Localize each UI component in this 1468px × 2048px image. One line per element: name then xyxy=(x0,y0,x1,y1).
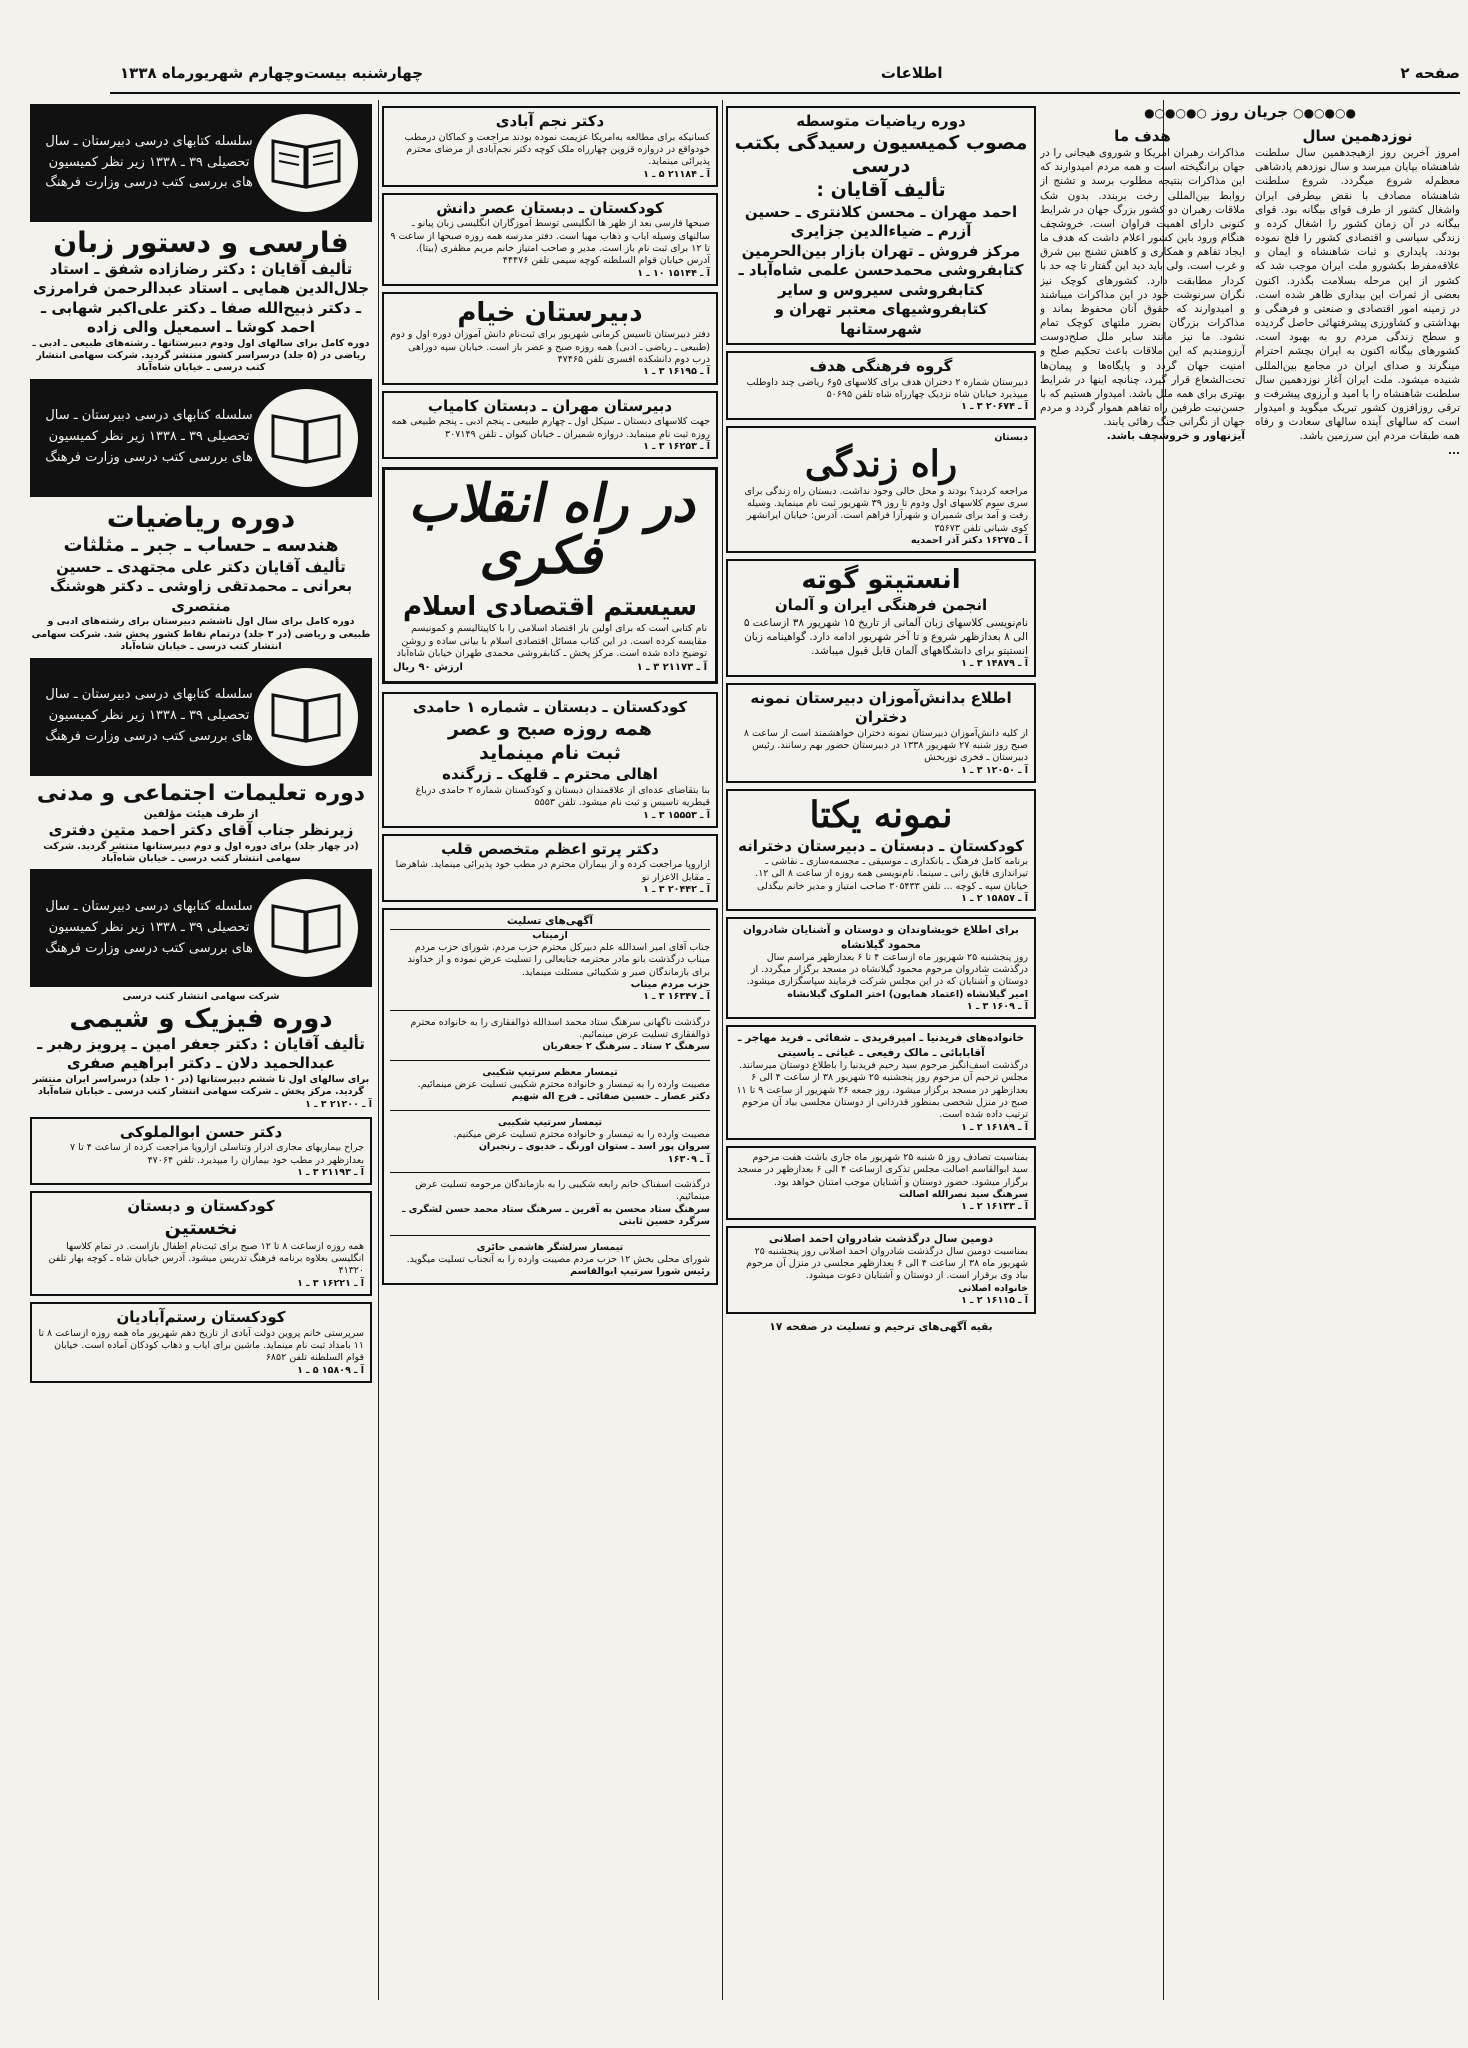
ad-rah-zendegi: دبستان راه زندگی مراجعه کردید؟ بودند و محل خالی وجود نداشت. دبستان راه زندگی برای سری سوم کلاسهای اول ودوم تا روز ۳۹ شهریور ثبت نام مینماید. وسیله رفت و آمد برای شمیران و شهرآرا فراهم است. آدرس: خیابان ایرانشهر کوی شبانی تلفن ۳۵۶۷۳ آ ـ ۱۶۲۷۵ دکتر آذر احمدیه xyxy=(726,426,1036,553)
issue-date: چهارشنبه بیست‌وچهارم شهریورماه ۱۳۳۸ xyxy=(120,64,424,82)
masthead xyxy=(120,60,1460,86)
textbook-banner: سلسله کتابهای درسی دبیرستان ـ سال تحصیلی ۳۹ ـ ۱۳۳۸ زیر نظر کمیسیون های بررسی کتب درسی وزارت فرهنگ xyxy=(30,869,372,987)
column-divider xyxy=(722,100,723,2000)
textbook-banner: سلسله کتابهای درسی دبیرستان ـ سال تحصیلی ۳۹ ـ ۱۳۳۸ زیر نظر کمیسیون های بررسی کتب درسی وزارت فرهنگ xyxy=(30,379,372,497)
ad-dr-abolmolouki: دکتر حسن ابوالملوکی جراح بیماریهای مجاری ادرار وتناسلی ازاروپا مراجعت کرده از ساعت ۴ تا ۷ بعدازظهر در مطب خود بیماران را میپذیرد. تلفن ۴۷۰۶۴ آ ـ ۲۱۱۹۳ ۳ ـ ۱ xyxy=(30,1117,372,1186)
book-logo-icon xyxy=(254,879,358,977)
book-ad-math: دوره ریاضیات هندسه ـ حساب ـ جبر ـ مثلثات تألیف آقایان دکتر علی مجتهدی ـ حسین بعرانی ـ محمدتقی زاوشی ـ دکتر هوشنگ منتصری دوره کامل برای سال اول تاششم دبیرستان برای رشته‌های ادبی و طبیعی و ریاضی (در ۳ جلد) درتمام نقاط کشور پخش شد. شرکت سهامی انتشار کتب درسی ـ خیابان شاه‌آباد xyxy=(31,500,371,653)
publisher-logo-label: شرکت سهامی انتشار کتب درسی xyxy=(122,991,280,1003)
book-logo-icon xyxy=(254,668,358,766)
ad-nemouneh-yekta: نمونه یکتا کودکستان ـ دبستان ـ دبیرستان دخترانه برنامه کامل فرهنگ ـ بانکداری ـ موسیقی ـ مجسمه‌سازی ـ نقاشی ـ تیراندازی قایق رانی ـ سینما. نام‌نویسی همه روزه از ساعت ۸ الی ۱۲. خیابان سپه ـ کوچه ... تلفن ۳۰۵۴۳۳ صاحب امتیاز و مدیر خانم بیگدلی آ ـ ۱۵۸۵۷ ۲ ـ ۱ xyxy=(726,789,1036,911)
editorial-article: هدف ما مذاکرات رهبران امریکا و شوروی هیجانی را در جهان برانگیخته است و همه مردم امیدوارند که این مذاکرات بنتیجه مطلوب برسد و تشنج از روابط بین‌المللی رخت بربندد. بدون شک ملاقات رهبران دو کشور بزرگ جهان در شرایط کنونی دارای اهمیت فراوان است. خروشچف هنگام ورود باین کشور اعلام داشت که هدف ما ایجاد تفاهم و همکاری و کاهش تشنج بین شرق و غرب است. ولی باید دید این گفتار تا چه حد با کردار مطابقت دارد. کشورهای کوچک نیز نگران سرنوشت خود در این مذاکرات میباشند و امیدوارند که حقوق آنان محفوظ بماند و مذاکرات بزرگان بضرر ملتهای کوچک تمام نشود. ما نیز مانند سایر ملل صلح‌دوست آرزومندیم که این ملاقات باعث تحکیم صلح و امنیت جهان گردد و پایگاه‌ها و پیمان‌ها تحت‌الشعاع قرار گیرد، چنانچه اینها در شرایط بهتری برای همه ملل باشد. امیدوار هستیم که با حسن‌نیت طرفین راه تفاهم هموار گردد و مردم جهان از نگرانی جنگ رهائی یابند. آیزنهاور و خروشچف باشد. xyxy=(1040,126,1245,443)
book-ad-physics: دوره فیزیک و شیمی تألیف آقایان : دکتر جعفر امین ـ پرویز رهبر ـ عبدالحمید دلان ـ دکتر ابراهیم صفری برای سالهای اول تا ششم دبیرستانها (در ۱۰ جلد) درسراسر ایران منتشر گردید. مرکز پخش ـ شرکت سهامی انتشار کتب درسی ـ خیابان شاه‌آباد آ ـ ۲۱۲۰۰ ۳ ـ ۱ xyxy=(32,1003,372,1110)
condolence-section: آگهی‌های تسلیت ازمیناب جناب آقای امیر اسدالله علم دبیرکل محترم حزب مردم. شورای حزب مردم میناب درگذشت بانو مادر محترمه جنابعالی را تسلیت عرض نموده و از خداوند برای بازماندگان صبر و شکیبائی مسئلت مینماید. حزب مردم میناب آ ـ ۱۶۳۴۷ ۳ ـ ۱ درگذشت ناگهانی سرهنگ ستاد محمد اسدالله ذوالفقاری را به خانواده محترم ذوالفقاری تسلیت عرض مینمائیم. سرهنگ ۲ ستاد ـ سرهنگ ۲ جعفریان تیمسار معظم سرتیپ شکیبی مصیبت وارده را به تیمسار و خانواده محترم شکیبی تسلیت عرض مینمائیم. دکتر عصار ـ حسین صفائی ـ فرج اله شهیم تیمسار سرتیپ شکیبی مصیبت وارده را به تیمسار و خانواده محترم تسلیت عرض میکنیم. سروان پور اسد ـ ستوان اورنگ ـ خدیوی ـ رنجبران آ ـ ۱۶۳۰۹ درگذشت اسفناک خانم رابعه شکیبی را به بازماندگان مرحومه تسلیت عرض مینمائیم. سرهنگ ستاد محسن به آفرین ـ سرهنگ ستاد محمد حسن لشگری ـ سرگرد حسین ثابتی تیمسار سرلشگر هاشمی حائری شورای محلی بخش ۱۲ حزب مردم مصیبت وارده را به آنجناب تسلیت میگوید. رئیس شورا سرتیپ ابوالقاسم xyxy=(382,908,718,1284)
book-ad-persian: فارسی و دستور زبان تألیف آقایان : دکتر رضازاده شفق ـ استاد جلال‌الدین همایی ـ استاد عبدالرحمن فرامرزی ـ دکتر ذبیح‌الله صفا ـ دکتر علی‌اکبر شهابی ـ احمد کوشا ـ اسمعیل والی زاده دوره کامل برای سالهای اول ودوم دبیرستانها ـ رشته‌های طبیعی ـ ادبی ـ ریاضی در (۵ جلد) درسراسر کشور منتشر گردید. شرکت سهامی انتشار کتب درسی ـ خیابان شاه‌آباد xyxy=(32,226,370,374)
obituary-esalat: بمناسبت تصادف روز ۵ شنبه ۲۵ شهریور ماه جاری باشت هفت مرحوم سید ابوالقاسم اصالت مجلس تذکری ازساعت ۴ الی ۶ بعدازظهر در مسجد برگزار میشود. حضور دوستان و آشنایان موجب امتنان خواهد بود. سرهنگ سید نصرالله اصالت آ ـ ۱۶۱۳۳ ۲ ـ ۱ xyxy=(726,1146,1036,1220)
page-number: صفحه ۲ xyxy=(1400,64,1460,82)
ad-dr-parto-azam: دکتر پرتو اعظم متخصص قلب ازاروپا مراجعت کرده و از بیماران محترم در مطب خود پذیرائی مینماید. شاهرضا ـ مقابل الاعزار نو آ ـ ۲۰۴۴۲ ۳ ـ ۱ xyxy=(382,834,718,903)
ad-girls-school-notice: اطلاع بدانش‌آموزان دبیرستان نمونه دختران از کلیه دانش‌آموزان دبیرستان نمونه دختران خواهشمند است از ساعت ۸ صبح روز شنبه ۲۷ شهریور ۱۳۳۸ در دبیرستان حضور بهم رسانند. رئیس دبیرستان ـ فخری نوربخش آ ـ ۱۲۰۵۰ ۳ ـ ۱ xyxy=(726,683,1036,783)
newspaper-name: اطلاعات xyxy=(880,64,943,82)
textbook-banner: سلسله کتابهای درسی دبیرستان ـ سال تحصیلی ۳۹ ـ ۱۳۳۸ زیر نظر کمیسیون های بررسی کتب درسی وزارت فرهنگ xyxy=(30,104,372,222)
ad-nakhostin-school: کودکستان و دبستان نخستین همه روزه ازساعت ۸ تا ۱۲ صبح برای ثبت‌نام اطفال بازاست. در تمام کلاسها انگلیسی بعلاوه برنامه فرهنگ تدریس میشود. آدرس خیابان شاه ـ کوچه بهار تلفن ۴۱۳۲۰ آ ـ ۱۶۲۲۱ ۳ ـ ۱ xyxy=(30,1191,372,1296)
ad-goethe-institute: انستیتو گوته انجمن فرهنگی ایران و آلمان نام‌نویسی کلاسهای زبان آلمانی از تاریخ ۱۵ شهریور ۳۸ ازساعت ۵ الی ۸ بعدازظهر شروع و تا آخر شهریور ادامه دارد. گواهینامه زبان انستیتو برای دانشگاههای آلمان قابل قبول میباشد. آ ـ ۱۴۸۷۹ ۳ ـ ۱ xyxy=(726,559,1036,677)
obituary-faridnia: خانواده‌های فریدنیا ـ امیرفریدی ـ شفائی ـ فرید مهاجر ـ آقابابائی ـ مالک رفیعی ـ غیاثی ـ یاسینی درگذشت اسف‌انگیز مرحوم سید رحیم فریدنیا را باطلاع دوستان میرسانند. مجلس ترحیم آن مرحوم روز پنجشنبه ۲۵ شهریور ۳۸ از ساعت ۴ الی ۶ بعدازظهر در مسجد برگزار میشود. روز جمعه ۲۶ شهریور از ساعت ۹ تا ۱۱ صبح در منزل شخصی بمنظور قدردانی از دوستان مجلسی بیاد آن مرحوم ترتیب داده شده است. آ ـ ۱۶۱۸۹ ۲ ـ ۱ xyxy=(726,1025,1036,1139)
ad-math-course: دوره ریاضیات متوسطه مصوب کمیسیون رسیدگی بکتب درسی تألیف آقایان : احمد مهران ـ محسن کلانتری ـ حسین آزرم ـ ضیاءالدین جزایری مرکز فروش ـ تهران بازار بین‌الحرمین کتابفروشی محمدحسن علمی شاه‌آباد ـ کتابفروشی سیروس و سایر کتابفروشیهای معتبر تهران و شهرستانها xyxy=(726,106,1036,345)
obituary-aslani: دومین سال درگذشت شادروان احمد اصلانی بمناسبت دومین سال درگذشت شادروان احمد اصلانی روز پنجشنبه ۲۵ شهریور ماه ۳۸ از ساعت ۴ الی ۶ بعدازظهر مجلسی در منزل آن مرحوم بیاد وی برقرار است. از دوستان و آشنایان دعوت میشود. خانواده اصلانی آ ـ ۱۶۱۱۵ ۲ ـ ۱ xyxy=(726,1226,1036,1314)
ad-mehran-school: دبیرستان مهران ـ دبستان کامیاب جهت کلاسهای دبستان ـ سیکل اول ـ چهارم طبیعی ـ پنجم ادبی ـ پنجم طبیعی همه روزه ثبت نام مینماید. دروازه شمیران ـ خیابان کیوان ـ تلفن ۳۰۷۱۴۹ آ ـ ۱۶۲۵۳ ۳ ـ ۱ xyxy=(382,391,718,460)
book-logo-icon xyxy=(254,389,358,487)
ad-rostamabadian: کودکستان رستم‌آبادیان سرپرستی خانم پروین دولت آبادی از تاریخ دهم شهریور ماه همه روزه ازساعت ۸ تا ۱۱ بامداد ثبت نام مینماید. ماشین برای ایاب و ذهاب کودکان آماده است. خیابان قوام السلطنه تلفن ۶۸۵۲ آ ـ ۱۵۸۰۹ ۵ ـ ۱ xyxy=(30,1302,372,1383)
column-brand: ●○●○●○ جریان روز ○●○●○● xyxy=(1144,103,1356,121)
ad-book-islamic-economy: در راه انقلاب فکری سیستم اقتصادی اسلام نام کتابی است که برای اولین بار اقتصاد اسلامی را با کاپیتالیسم و کمونیسم مقایسه کرده است. در این کتاب مسائل اقتصادی اسلام با بیانی ساده و روشن توضیح داده شده است. مرکز پخش ـ کتابفروشی محمدی طهران خیابان شاه‌آباد آ ـ ۲۱۱۷۳ ۳ ـ ۱ ارزش ۹۰ ریال xyxy=(382,467,718,684)
book-ad-social-studies: دوره تعلیمات اجتماعی و مدنی از طرف هیئت مؤلفین زیرنظر جناب آقای دکتر احمد متین دفتری (در چهار جلد) برای دوره اول و دوم دبیرستانها منتشر گردید. شرکت سهامی انتشار کتب درسی ـ خیابان شاه‌آباد xyxy=(36,780,366,865)
obituary-gilanshah: برای اطلاع خویشاوندان و دوستان و آشنایان شادروان محمود گیلانشاه روز پنجشنبه ۲۵ شهریور ماه ازساعت ۴ تا ۶ بعدازظهر مراسم سال درگذشت شادروان مرحوم محمود گیلانشاه در مسجد برگزار میگردد. از دوستان و آشنایان که در این مجلس شرکت فرمایند سپاسگزاری میشود. امیر گیلانشاه (اعتماد همایون) اختر الملوک گیلانشاه آ ـ ۱۶۰۹ ۳ ـ ۱ xyxy=(726,917,1036,1019)
ads-column-2 xyxy=(726,100,1036,2000)
ad-dr-najmabadi: دکتر نجم آبادی کسانیکه برای مطالعه به‌امریکا عزیمت نموده بودند مراجعت و کماکان درمطب خودواقع در دروازه قزوین چهارراه ملک کوچه دکتر نجم‌آبادی از مرضای محترم پذیرائی مینماید. آ ـ ۲۱۱۸۴ ۵ ـ ۱ xyxy=(382,106,718,187)
book-logo-icon xyxy=(254,114,358,212)
editorial-column xyxy=(1040,100,1460,2000)
textbook-banner: سلسله کتابهای درسی دبیرستان ـ سال تحصیلی ۳۹ ـ ۱۳۳۸ زیر نظر کمیسیون های بررسی کتب درسی وزارت فرهنگ xyxy=(30,658,372,776)
ads-column-4 xyxy=(30,100,372,2000)
continued-notice: بقیه آگهی‌های ترحیم و تسلیت در صفحه ۱۷ xyxy=(769,1320,993,1333)
masthead-rule xyxy=(110,92,1460,94)
ad-hadaf-school: گروه فرهنگی هدف دبیرستان شماره ۲ دختران هدف برای کلاسهای ۵و۶ ریاضی چند داوطلب میپذیرد خیابان شاه نزدیک چهارراه شاه تلفن ۵۰۶۹۵ آ ـ ۲۰۶۷۴ ۳ ـ ۱ xyxy=(726,351,1036,420)
column-divider xyxy=(378,100,379,2000)
editorial-article: نوزدهمین سال امروز آخرین روز ازهیجدهمین سال سلطنت شاهنشاه بپایان میرسد و سال نوزدهم پادشاهی معظم‌له شروع میگردد. شروع سلطنت شاهنشاه مصادف با نقض بیطرفی ایران واشغال کشور از طرف قوای بیگانه بود. قوای بیگانه در آن زمان کشور را اشغال کرده و زندگی سیاسی و اقتصادی کشور را فلج نموده بودند. پایداری و ثبات شاهنشاه و ایمان و علاقه‌مفرط بکشورو ملت ایران موجب شد که کشور از این مرحله بسلامت بگذرد. اکنون بعضی از ثمرات این بیداری ظاهر شده است. در زمینه امور اقتصادی و صنعتی و فرهنگی و بهداشتی و کشاورزی پیشرفتهائی حاصل گردیده و سطح زندگی مردم رو به بهبود است. کشورهای بیگانه اکنون به ایران بچشم احترام مینگرند و صدای ایران در مجامع بین‌المللی شنیده میشود. ملت ایران آغاز نوزدهمین سال سلطنت شاهنشاه را با امید و آرزوی پیشرفت و ترقی روزافزون کشور تبریک میگوید و امیدوار است که سالهای آینده سالهای سعادت و رفاه همه طبقات مردم این سرزمین باشد. ... xyxy=(1255,126,1460,457)
ad-hamedi-school: کودکستان ـ دبستان ـ شماره ۱ حامدی همه روزه صبح و عصر ثبت نام مینماید اهالی محترم ـ قلهک ـ زرگنده بنا بتقاضای عده‌ای از علاقمندان دبستان و کودکستان شماره ۲ حامدی درباغ قیطریه تاسیس و ثبت نام میشود. تلفن ۵۵۵۳ آ ـ ۱۵۵۵۳ ۳ ـ ۱ xyxy=(382,692,718,828)
ad-khayyam-school: دبیرستان خیام دفتر دبیرستان تاسیس کرمانی شهریور برای ثبت‌نام دانش آموزان دوره اول و دوم (طبیعی ـ ریاضی ـ ادبی) همه روزه صبح و عصر باز است. خیابان سپه دوراهی درب دوم دانشکده افسری تلفن ۴۷۴۶۵ آ ـ ۱۶۱۹۵ ۳ ـ ۱ xyxy=(382,292,718,385)
ads-column-3 xyxy=(382,100,718,2000)
ad-asr-danesh: کودکستان ـ دبستان عصر دانش صبحها فارسی بعد از ظهر ها انگلیسی توسط آموزگاران انگلیسی زبان پیانو ـ سالنهای وسیله ایاب و ذهاب مهیا است. دفتر مدرسه همه روزه صبحها از ساعت ۹ تا ۱۲ برای ثبت نام باز است. مدیر و صاحب امتیاز خانم مریم مظفری (بیتا). آدرس خیابان قوام السلطنه کوچه سیمی تلفن ۴۴۴۷۶ آ ـ ۱۵۱۴۴ ۱۰ ـ ۱ xyxy=(382,193,718,286)
